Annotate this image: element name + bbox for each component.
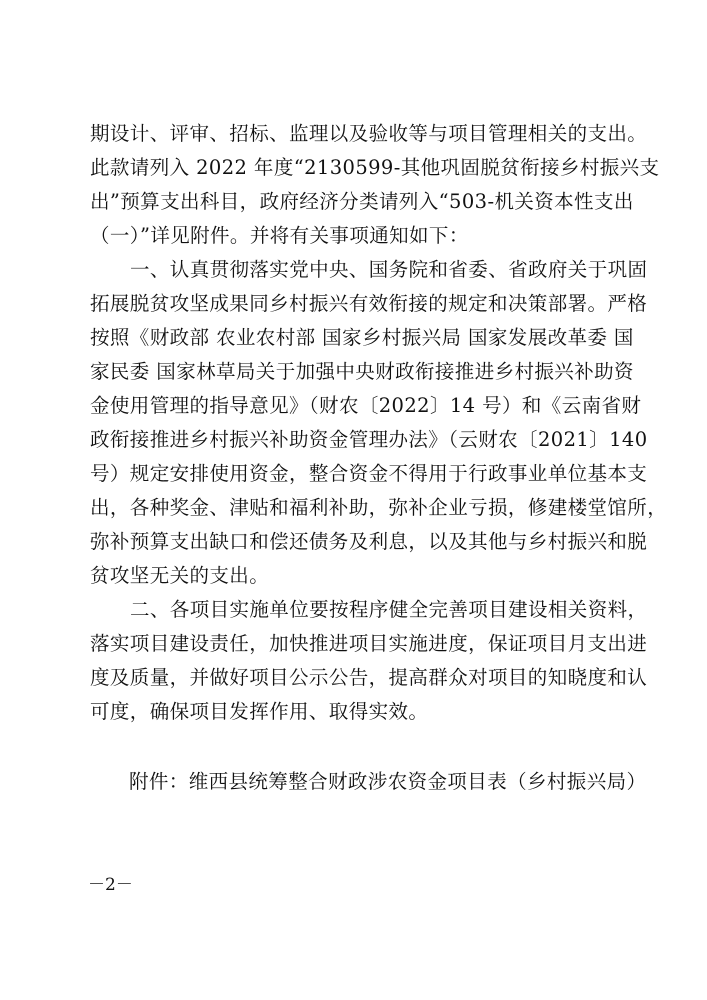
text-line: 金使用管理的指导意见》（财农〔2022〕14 号）和《云南省财 bbox=[90, 394, 642, 417]
section-2-paragraph bbox=[90, 593, 648, 729]
text-line: 二、各项目实施单位要按程序健全完善项目建设相关资料， bbox=[130, 598, 648, 621]
document-body bbox=[90, 117, 668, 729]
text-line: 落实项目建设责任，加快推进项目实施进度，保证项目月支出进 bbox=[90, 632, 648, 655]
text-line: 拓展脱贫攻坚成果同乡村振兴有效衔接的规定和决策部署。严格 bbox=[90, 292, 648, 315]
attachment-line: 附件：维西县统筹整合财政涉农资金项目表（乡村振兴局） bbox=[129, 770, 647, 793]
text-line: 可度，确保项目发挥作用、取得实效。 bbox=[90, 700, 429, 723]
text-line: 家民委 国家林草局关于加强中央财政衔接推进乡村振兴补助资 bbox=[90, 360, 634, 383]
text-line: 号）规定安排使用资金，整合资金不得用于行政事业单位基本支 bbox=[90, 462, 648, 485]
text-line: 按照《财政部 农业农村部 国家乡村振兴局 国家发展改革委 国 bbox=[90, 326, 634, 349]
text-line: 出”预算支出科目，政府经济分类请列入“503-机关资本性支出 bbox=[90, 190, 634, 213]
page-number: －2－ bbox=[88, 875, 133, 895]
text-line: 此款请列入 2022 年度“2130599-其他巩固脱贫衔接乡村振兴支 bbox=[90, 156, 660, 179]
text-line: 一、认真贯彻落实党中央、国务院和省委、省政府关于巩固 bbox=[130, 258, 648, 281]
text-line: 弥补预算支出缺口和偿还债务及利息，以及其他与乡村振兴和脱 bbox=[90, 530, 648, 553]
section-1-paragraph bbox=[90, 253, 668, 593]
text-line: 贫攻坚无关的支出。 bbox=[90, 564, 270, 587]
text-line: 度及质量，并做好项目公示公告，提高群众对项目的知晓度和认 bbox=[90, 666, 648, 689]
text-line: 出，各种奖金、津贴和福利补助，弥补企业亏损，修建楼堂馆所， bbox=[90, 496, 668, 519]
text-line: （一）”详见附件。并将有关事项通知如下： bbox=[90, 224, 469, 247]
intro-paragraph bbox=[90, 117, 660, 253]
text-line: 期设计、评审、招标、监理以及验收等与项目管理相关的支出。 bbox=[90, 122, 648, 145]
text-line: 政衔接推进乡村振兴补助资金管理办法》（云财农〔2021〕140 bbox=[90, 428, 648, 451]
